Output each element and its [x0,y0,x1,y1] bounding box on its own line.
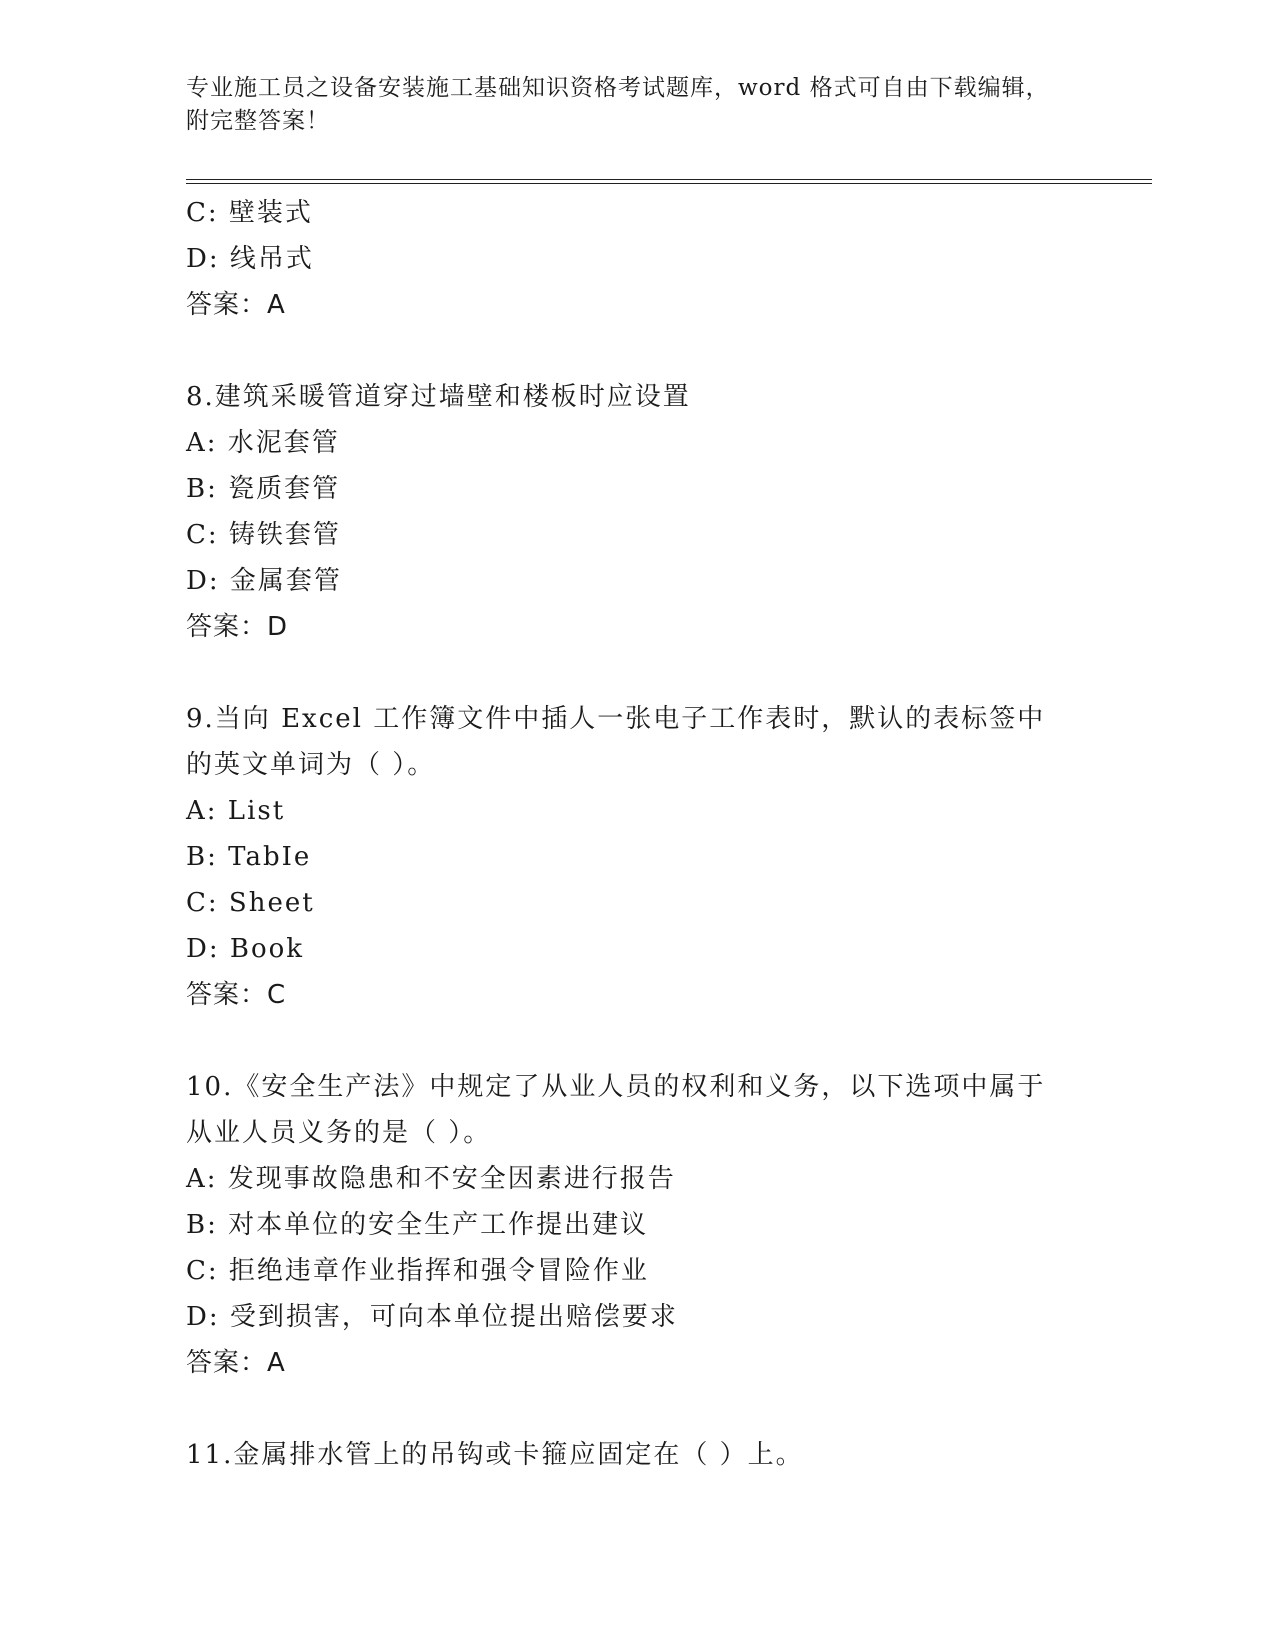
option-b: B: 瓷质套管 [186,474,341,504]
option-a: A: 发现事故隐患和不安全因素进行报告 [186,1164,676,1194]
option-d: D: 金属套管 [186,566,342,596]
question-7-continued [186,190,1136,328]
question-9 [186,696,1136,1018]
option-d: D: 受到损害，可向本单位提出赔偿要求 [186,1302,678,1332]
question-text-line-1: 9.当向 Excel 工作簿文件中插人一张电子工作表时，默认的表标签中 [186,704,1046,734]
option-c: C: 铸铁套管 [186,520,341,550]
answer: 答案：A [186,290,286,320]
header-divider-bottom [186,183,1152,184]
option-b: B: TabIe [186,842,312,872]
question-text-line-1: 10.《安全生产法》中规定了从业人员的权利和义务，以下选项中属于 [186,1072,1046,1102]
option-c: C: 拒绝违章作业指挥和强令冒险作业 [186,1256,649,1286]
answer: 答案：D [186,612,289,642]
question-list [186,190,1136,1478]
spacer [186,1386,1136,1432]
question-text-line-2: 从业人员义务的是（ ）。 [186,1118,492,1148]
question-text: 11.金属排水管上的吊钩或卡箍应固定在（ ）上。 [186,1440,804,1470]
question-8 [186,374,1136,650]
option-c: C: Sheet [186,888,315,918]
question-text: 8.建筑采暖管道穿过墙壁和楼板时应设置 [186,382,691,412]
answer: 答案：A [186,1348,286,1378]
question-text-line-2: 的英文单词为（ ）。 [186,750,436,780]
document-header [186,72,1086,138]
option-d: D: Book [186,934,305,964]
question-10 [186,1064,1136,1386]
option-a: A: List [186,796,286,826]
spacer [186,1018,1136,1064]
option-c: C: 壁装式 [186,198,313,228]
question-11 [186,1432,1136,1478]
spacer [186,328,1136,374]
option-a: A: 水泥套管 [186,428,340,458]
option-b: B: 对本单位的安全生产工作提出建议 [186,1210,649,1240]
answer: 答案：C [186,980,287,1010]
header-line-1: 专业施工员之设备安装施工基础知识资格考试题库，word 格式可自由下载编辑， [186,75,1050,101]
header-divider-top [186,179,1152,180]
spacer [186,650,1136,696]
header-line-2: 附完整答案！ [186,108,330,134]
option-d: D: 线吊式 [186,244,314,274]
